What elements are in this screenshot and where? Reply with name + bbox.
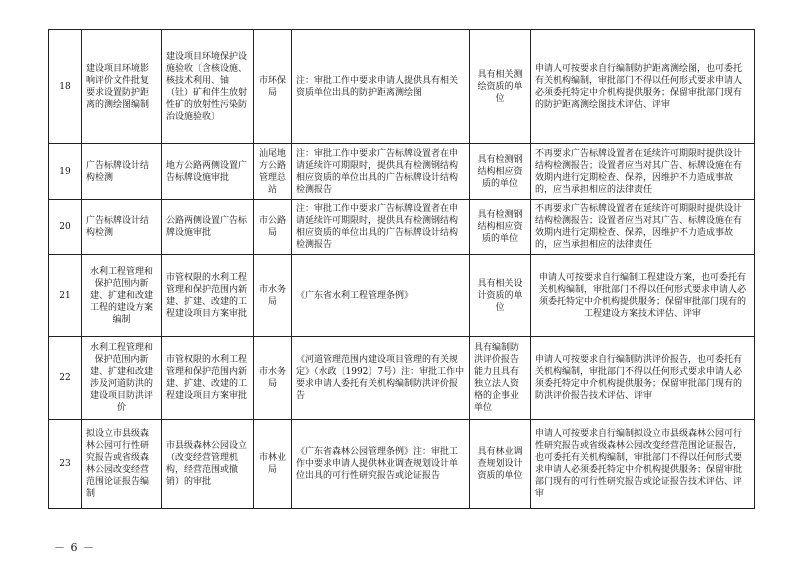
service-item-cell: 水利工程管理和保护范围内新建、扩建和改建涉及河道防洪的建设项目防洪评价 [82, 337, 162, 420]
basis-cell: 注：审批工作中要求广告标牌设置者在申请延续许可期限时，提供具有检测钢结构相应资质的单位出具的广告标牌设计结构检测报告 [292, 200, 470, 255]
department-cell: 汕尾地方公路管理总站 [254, 144, 292, 200]
basis-cell: 《河道管理范围内建设项目管理的有关规定》（水政〔1992〕7号）注：审批工作中要求申请人委托有关机构编制防洪评价报告 [292, 337, 470, 420]
approval-matter-cell: 地方公路两侧设置广告标牌设施审批 [162, 144, 254, 200]
page-number: － 6 － [54, 541, 95, 554]
provider-cell: 具有检测钢结构相应资质的单位 [470, 144, 531, 200]
service-item-cell: 广告标牌设计结构检测 [82, 144, 162, 200]
approval-items-table [48, 29, 755, 509]
row-number: 22 [49, 337, 82, 420]
handling-note-cell: 申请人可按要求自行编制拟设立市县级森林公园可行性研究报告或省级森林公园改变经营范围论证报告，也可委托有关机构编制，审批部门不得以任何形式要求申请人必须委托特定中介机构提供服务；保留审批部门现有的可行性研究报告或论证报告技术评估、评审 [531, 420, 755, 509]
approval-matter-cell: 公路两侧设置广告标牌设施审批 [162, 200, 254, 255]
provider-cell: 具有相关测绘资质的单位 [470, 30, 531, 144]
approval-matter-cell: 市管权限的水利工程管理和保护范围内新建、扩建、改建的工程建设项目方案审批 [162, 255, 254, 337]
handling-note-cell: 不再要求广告标牌设置者在延续许可期限时提供设计结构检测报告；设置者应当对其广告、标牌设施在有效期内进行定期检查、保养，因维护不力造成事故的，应当承担相应的法律责任 [531, 144, 755, 200]
service-item-cell: 水利工程管理和保护范围内新建、扩建和改建工程的建设方案编制 [82, 255, 162, 337]
row-number: 20 [49, 200, 82, 255]
department-cell: 市公路局 [254, 200, 292, 255]
handling-note-cell: 不再要求广告标牌设置者在延续许可期限时提供设计结构检测报告；设置者应当对其广告、标牌设施在有效期内进行定期检查、保养，因维护不力造成事故的，应当承担相应的法律责任 [531, 200, 755, 255]
row-number: 19 [49, 144, 82, 200]
service-item-cell: 拟设立市县级森林公园可行性研究报告或省级森林公园改变经营范围论证报告编制 [82, 420, 162, 509]
row-number: 21 [49, 255, 82, 337]
department-cell: 市水务局 [254, 255, 292, 337]
service-item-cell: 广告标牌设计结构检测 [82, 200, 162, 255]
basis-cell: 注：审批工作中要求广告标牌设置者在申请延续许可期限时，提供具有检测钢结构相应资质的单位出具的广告标牌设计结构检测报告 [292, 144, 470, 200]
handling-note-cell: 申请人可按要求自行编制工程建设方案，也可委托有关机构编制，审批部门不得以任何形式要求申请人必须委托特定中介机构提供服务；保留审批部门现有的工程建设方案技术评估、评审 [531, 255, 755, 337]
handling-note-cell: 申请人可按要求自行编制防洪评价报告，也可委托有关机构编制，审批部门不得以任何形式要求申请人必须委托特定中介机构提供服务；保留审批部门现有的防洪评价报告技术评估、评审 [531, 337, 755, 420]
department-cell: 市环保局 [254, 30, 292, 144]
basis-cell: 注：审批工作中要求申请人提供具有相关资质单位出具的防护距离测绘图 [292, 30, 470, 144]
service-item-cell: 建设项目环境影响评价文件批复要求设置防护距离的测绘图编制 [82, 30, 162, 144]
table-row [49, 420, 755, 509]
row-number: 23 [49, 420, 82, 509]
approval-matter-cell: 市县级森林公园设立（改变经营管理机构，经营范围或撤销）的审批 [162, 420, 254, 509]
provider-cell: 具有编制防洪评价报告能力且具有独立法人资格的企事业单位 [470, 337, 531, 420]
department-cell: 市林业局 [254, 420, 292, 509]
table-row [49, 30, 755, 144]
basis-cell: 《广东省水利工程管理条例》 [292, 255, 470, 337]
table-row [49, 337, 755, 420]
table-row [49, 255, 755, 337]
handling-note-cell: 申请人可按要求自行编制防护距离测绘图，也可委托有关机构编制，审批部门不得以任何形式要求申请人必须委托特定中介机构提供服务；保留审批部门现有的防护距离测绘图技术评估、评审 [531, 30, 755, 144]
row-number: 18 [49, 30, 82, 144]
table-row [49, 200, 755, 255]
provider-cell: 具有检测钢结构相应资质的单位 [470, 200, 531, 255]
approval-matter-cell: 市管权限的水利工程管理和保护范围内新建、扩建、改建的工程建设项目方案审批 [162, 337, 254, 420]
basis-cell: 《广东省森林公园管理条例》注：审批工作中要求申请人提供林业调查规划设计单位出具的可行性研究报告或论证报告 [292, 420, 470, 509]
provider-cell: 具有相关设计资质的单位 [470, 255, 531, 337]
provider-cell: 具有林业调查规划设计资质的单位 [470, 420, 531, 509]
table-row [49, 144, 755, 200]
approval-matter-cell: 建设项目环境保护设施验收〔含核设施、核技术利用、铀（钍）矿和伴生放射性矿的放射性污染防治设施验收〕 [162, 30, 254, 144]
department-cell: 市水务局 [254, 337, 292, 420]
